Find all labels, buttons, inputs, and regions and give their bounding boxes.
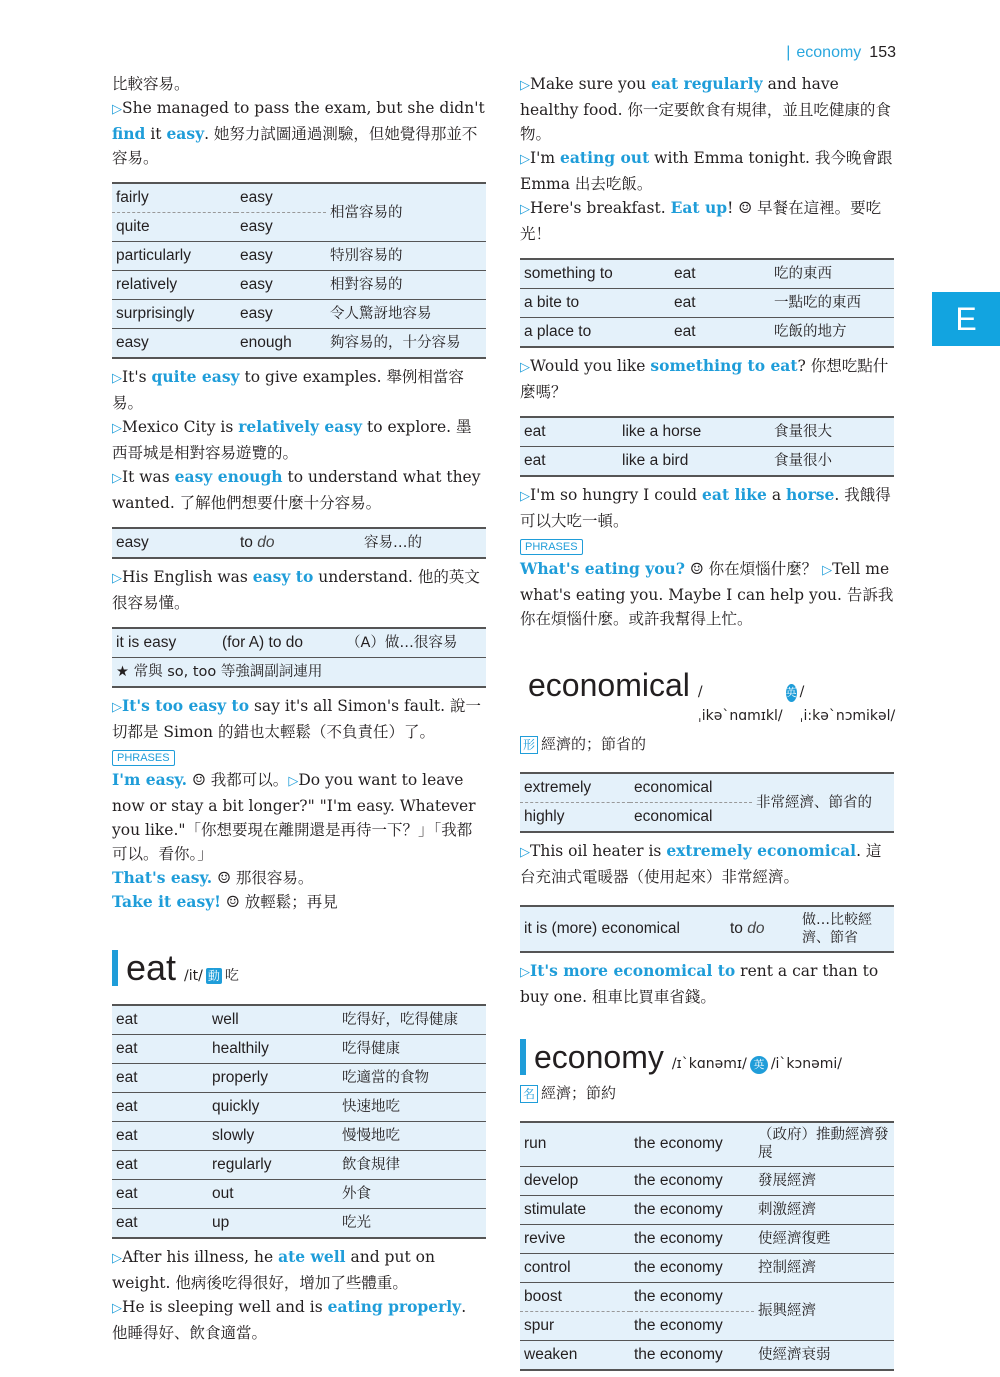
phrase-entry: What's eating you? ☺ 你在煩惱什麼？ ▷Tell me what's eating you. Maybe I can help you. 告訴我你在煩惱什麼。或許我幫得上忙。	[520, 559, 894, 628]
pronunciation-uk: /ˌi:kəˋnɔmikəl/	[799, 684, 896, 724]
triangle-icon: ▷	[112, 1251, 122, 1266]
page-number: 153	[869, 44, 896, 61]
table-row: extremely economical 非常經濟、節省的	[520, 773, 894, 803]
table-row: eat regularly 飲食規律	[112, 1151, 486, 1180]
phrases-label: PHRASES	[520, 539, 583, 555]
table-row: eat like a bird 食量很小	[524, 452, 832, 469]
pronunciation-us: /ɪˋkɑnəmɪ/	[671, 1056, 747, 1072]
collocation-table	[112, 182, 486, 359]
example-sentence: ▷Here's breakfast. Eat up! ☺ 早餐在這裡。要吃光！	[520, 198, 882, 243]
triangle-icon: ▷	[520, 152, 530, 167]
example-sentence: ▷I'm eating out with Emma tonight. 我今晚會跟 Emma 出去吃飯。	[520, 148, 893, 193]
table-row: quite easy	[112, 213, 486, 242]
table-row: eat healthily 吃得健康	[112, 1035, 486, 1064]
collocation-table	[520, 905, 894, 953]
example-sentence: ▷She managed to pass the exam, but she didn't find it easy. 她努力試圖通過測驗，但她覺得那並不容易。	[112, 99, 485, 167]
example-sentence: ▷I'm so hungry I could eat like a horse. 我餓得可以大吃一頓。	[520, 485, 891, 530]
phrase-entry: That's easy. ☺ 那很容易。	[112, 868, 314, 887]
table-row: easy enough 夠容易的，十分容易	[116, 334, 461, 351]
example-sentence: ▷He is sleeping well and is eating properly. 他睡得好、飲食適當。	[112, 1297, 467, 1342]
table-row: weaken the economy 使經濟衰弱	[524, 1345, 831, 1363]
table-row: it is (more) economical to do 做…比較經濟、節省	[524, 912, 872, 946]
thumb-index-tab: E	[932, 292, 1000, 346]
part-of-speech: 形	[520, 736, 538, 754]
triangle-icon: ▷	[520, 78, 530, 93]
table-row: develop the economy 發展經濟	[520, 1166, 894, 1195]
heading-bar	[112, 950, 118, 986]
gloss: 經濟；節約	[541, 1084, 617, 1102]
table-row: stimulate the economy 刺激經濟	[520, 1195, 894, 1224]
entry-heading-economical	[520, 665, 894, 728]
triangle-icon: ▷	[112, 1301, 122, 1316]
header-separator: |	[786, 44, 791, 61]
example-sentence: ▷His English was easy to understand. 他的英文很容易懂。	[112, 567, 480, 612]
example-sentence: ▷It's too easy to say it's all Simon's fault. 說一切都是 Simon 的錯也太輕鬆（不負責任）了。	[112, 696, 481, 741]
british-marker: 英	[750, 1056, 768, 1074]
triangle-icon: ▷	[288, 774, 299, 789]
table-row: eat properly 吃適當的食物	[112, 1064, 486, 1093]
triangle-icon: ▷	[112, 371, 122, 386]
triangle-icon: ▷	[520, 202, 530, 217]
part-of-speech: 動	[207, 969, 220, 983]
table-row: eat well 吃得好，吃得健康	[112, 1005, 486, 1035]
intro-line: 比較容易。	[112, 75, 190, 93]
entry-heading-economy	[520, 1037, 894, 1077]
table-row: fairly easy 相當容易的	[112, 183, 486, 213]
example-sentence: ▷Mexico City is relatively easy to explore. 墨西哥城是相對容易遊覽的。	[112, 417, 472, 462]
triangle-icon: ▷	[520, 845, 530, 860]
example-sentence: ▷After his illness, he ate well and put on weight. 他病後吃得很好，增加了些體重。	[112, 1247, 435, 1292]
table-row: eat like a horse 食量很大	[520, 417, 894, 447]
pronunciation-us: /ˌikəˋnɑmɪkl/	[697, 684, 783, 724]
triangle-icon: ▷	[112, 471, 122, 486]
collocation-table	[112, 627, 486, 688]
gloss: 經濟的；節省的	[541, 735, 647, 753]
part-of-speech: 名	[520, 1085, 538, 1103]
table-row: something to eat 吃的東西	[520, 259, 894, 289]
example-sentence: ▷This oil heater is extremely economical. 這台充油式電暖器（使用起來）非常經濟。	[520, 841, 882, 886]
left-column	[112, 72, 486, 1345]
example-sentence: ▷It's more economical to rent a car than to buy one. 租車比買車省錢。	[520, 961, 879, 1006]
triangle-icon: ▷	[112, 421, 122, 436]
table-note-row: ★ 常與 so, too 等強調副詞連用	[112, 658, 486, 688]
table-row: eat out 外食	[112, 1180, 486, 1209]
headword: economical	[528, 667, 690, 703]
phrases-label: PHRASES	[112, 750, 175, 766]
triangle-icon: ▷	[112, 571, 122, 586]
example-sentence: ▷It was easy enough to understand what they wanted. 了解他們想要什麼十分容易。	[112, 467, 481, 512]
table-row: easy to do 容易…的	[116, 534, 422, 551]
headword: eat	[126, 947, 177, 988]
table-row: run the economy （政府）推動經濟發展	[520, 1122, 894, 1166]
table-row: surprisingly easy 令人驚訝地容易	[112, 300, 486, 329]
example-sentence: ▷It's quite easy to give examples. 舉例相當容易。	[112, 367, 464, 412]
heading-bar	[520, 1039, 526, 1075]
table-row: boost the economy 振興經濟	[520, 1282, 894, 1311]
running-head: economy	[796, 44, 862, 61]
table-row: eat up 吃光	[116, 1214, 371, 1231]
table-row: it is easy (for A) to do （A）做…很容易	[112, 628, 486, 658]
right-column	[520, 72, 894, 1377]
pronunciation: /it/	[184, 968, 203, 984]
triangle-icon: ▷	[822, 563, 833, 578]
example-sentence: ▷Would you like something to eat? 你想吃點什麼嗎？	[520, 356, 889, 401]
phrase-entry: Take it easy! ☺ 放輕鬆；再見	[112, 892, 338, 911]
table-row: relatively easy 相對容易的	[112, 271, 486, 300]
british-marker: 英	[786, 684, 797, 702]
example-sentence: ▷Make sure you eat regularly and have healthy food. 你一定要飲食有規律，並且吃健康的食物。	[520, 74, 891, 143]
triangle-icon: ▷	[520, 360, 530, 375]
entry-heading-eat	[112, 948, 486, 988]
table-row: control the economy 控制經濟	[520, 1253, 894, 1282]
table-row: a bite to eat 一點吃的東西	[520, 289, 894, 318]
triangle-icon: ▷	[520, 965, 530, 980]
table-row: eat slowly 慢慢地吃	[112, 1122, 486, 1151]
table-row: revive the economy 使經濟復甦	[520, 1224, 894, 1253]
phrase-entry: I'm easy. ☺ 我都可以。▷Do you want to leave now or stay a bit longer?" "I'm easy. Whatever you like."「你想要現在離開還是再待一下？」「我都可以。看你。」	[112, 770, 476, 863]
collocation-table	[112, 1004, 486, 1239]
triangle-icon: ▷	[520, 489, 530, 504]
table-row: highly economical	[524, 808, 713, 825]
table-row: particularly easy 特別容易的	[112, 242, 486, 271]
collocation-table	[112, 527, 486, 559]
collocation-table	[520, 1121, 894, 1371]
collocation-table	[520, 772, 894, 833]
page-header	[786, 44, 896, 62]
table-row: a place to eat 吃飯的地方	[524, 323, 847, 340]
triangle-icon: ▷	[112, 700, 122, 715]
table-row: spur the economy	[520, 1311, 894, 1340]
collocation-table	[520, 416, 894, 477]
headword: economy	[534, 1039, 664, 1075]
pos-line	[520, 1081, 894, 1105]
gloss: 吃	[224, 968, 239, 984]
pronunciation-uk: /iˋkɔnəmi/	[770, 1056, 842, 1072]
collocation-table	[520, 258, 894, 348]
table-row: eat quickly 快速地吃	[112, 1093, 486, 1122]
triangle-icon: ▷	[112, 102, 122, 117]
pos-line	[520, 732, 894, 756]
